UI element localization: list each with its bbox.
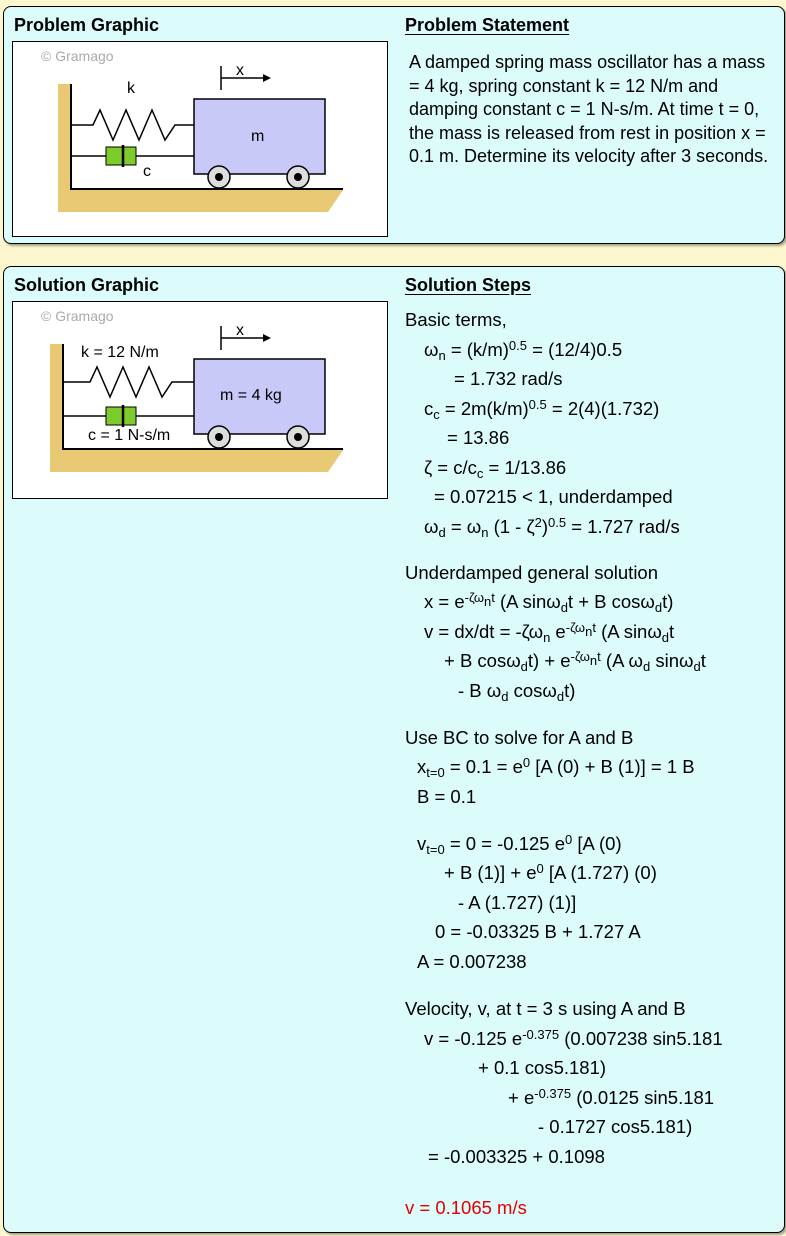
- spring: [71, 110, 194, 140]
- math-line: $x = e^{-\zeta\omega_nt}$ (A sinω$_d$t + B cosω$_d$t): [424, 590, 674, 615]
- math-line: - B $\omega_d$ cosω$_d$t): [458, 680, 576, 704]
- fig-k-label: k: [127, 80, 135, 97]
- fig-m-label: m = 4 kg: [220, 387, 282, 404]
- problem-figure: [12, 41, 388, 237]
- math-line: = 13.86: [447, 427, 510, 448]
- math-line: 0 = -0.03325 B + 1.727 A: [435, 921, 641, 942]
- copyright: © Gramago: [41, 48, 114, 64]
- math-line: + B $(1)] + e^0$ [A (1.727) (0): [444, 861, 657, 883]
- math-line: $v = dx/dt = -\zeta\omega_n$ $e^{-\zeta\omega_nt}$ (A sinω$_d$t: [424, 620, 675, 645]
- math-line: + B $\cos\omega_dt) + e^{-\zeta\omega_nt}$ (A $\omega_d$ sinω$_d$t: [444, 649, 706, 674]
- solution-steps-title: Solution Steps: [405, 275, 531, 295]
- math-line: + 0.1 cos5.181): [478, 1057, 607, 1078]
- x-arrow: [263, 334, 271, 342]
- math-line: - A (1.727) (1)]: [458, 892, 577, 913]
- solution-figure: [12, 301, 388, 499]
- basic-terms-heading: Basic terms,: [405, 309, 507, 330]
- math-line: = -0.003325 + 0.1098: [428, 1146, 605, 1167]
- final-answer: v = 0.1065 m/s: [405, 1197, 527, 1218]
- spring-mass-damper-diagram: [13, 42, 387, 236]
- math-line: $x_{t=0} = 0.1 = e^0$ [A (0) + B (1)] = 1 B: [417, 755, 695, 780]
- math-line: + $e^{-0.375}$ (0.0125 sin5.181: [508, 1086, 715, 1108]
- underdamped-heading: Underdamped general solution: [405, 562, 659, 583]
- x-arrow: [263, 74, 271, 82]
- fig-x-label: x: [236, 62, 244, 79]
- spring: [63, 367, 194, 397]
- copyright: © Gramago: [41, 308, 114, 324]
- math-line: = 1.732 rad/s: [454, 368, 563, 389]
- math-line: $\omega_n = (k/m)^{0.5} = (12/4)0.5$: [424, 338, 623, 363]
- solution-graphic-title: Solution Graphic: [14, 275, 160, 295]
- math-line: A = 0.007238: [417, 951, 527, 972]
- math-line: $v_{t=0} = 0 = -0.125$ $e^0$ [A (0): [417, 832, 622, 857]
- bc-heading: Use BC to solve for A and B: [405, 727, 634, 748]
- math-line: v = -0.125 $e^{-0.375}$ (0.007238 sin5.181: [424, 1027, 723, 1049]
- fig-x-label: x: [236, 322, 244, 339]
- problem-statement: A damped spring mass oscillator has a mass = 4 kg, spring constant k = 12 N/m and damping constant c = 1 N-s/m. At time t = 0, the mass is released from rest in position x = 0.1 m. Determine its velocity after 3 seconds.: [409, 52, 769, 166]
- spring-mass-damper-diagram: [13, 302, 387, 498]
- math-line: - 0.1727 cos5.181): [538, 1116, 693, 1137]
- fig-m-label: m: [251, 128, 265, 145]
- math-line: $\omega_d = \omega_n$ $(1 - \zeta^2)^{0.5} = 1.727$ rad/s: [424, 515, 680, 540]
- math-line: B = 0.1: [417, 786, 477, 807]
- math-line: $\zeta = c/c_c = 1/13.86$: [424, 457, 567, 481]
- solution-panel: [3, 266, 785, 1233]
- problem-graphic-title: Problem Graphic: [14, 15, 160, 35]
- fig-c-label: c = 1 N-s/m: [88, 427, 171, 444]
- damper: [106, 147, 136, 165]
- problem-panel: [3, 6, 785, 244]
- velocity-heading: Velocity, v, at t = 3 s using A and B: [405, 998, 686, 1019]
- math-line: = 0.07215 < 1, underdamped: [434, 486, 673, 507]
- damper: [106, 407, 136, 425]
- fig-k-label: k = 12 N/m: [81, 344, 159, 361]
- math-line: $c_c = 2m(k/m)^{0.5} = 2(4)(1.732)$: [424, 397, 660, 422]
- problem-statement-title: Problem Statement: [405, 15, 570, 35]
- fig-c-label: c: [143, 163, 151, 180]
